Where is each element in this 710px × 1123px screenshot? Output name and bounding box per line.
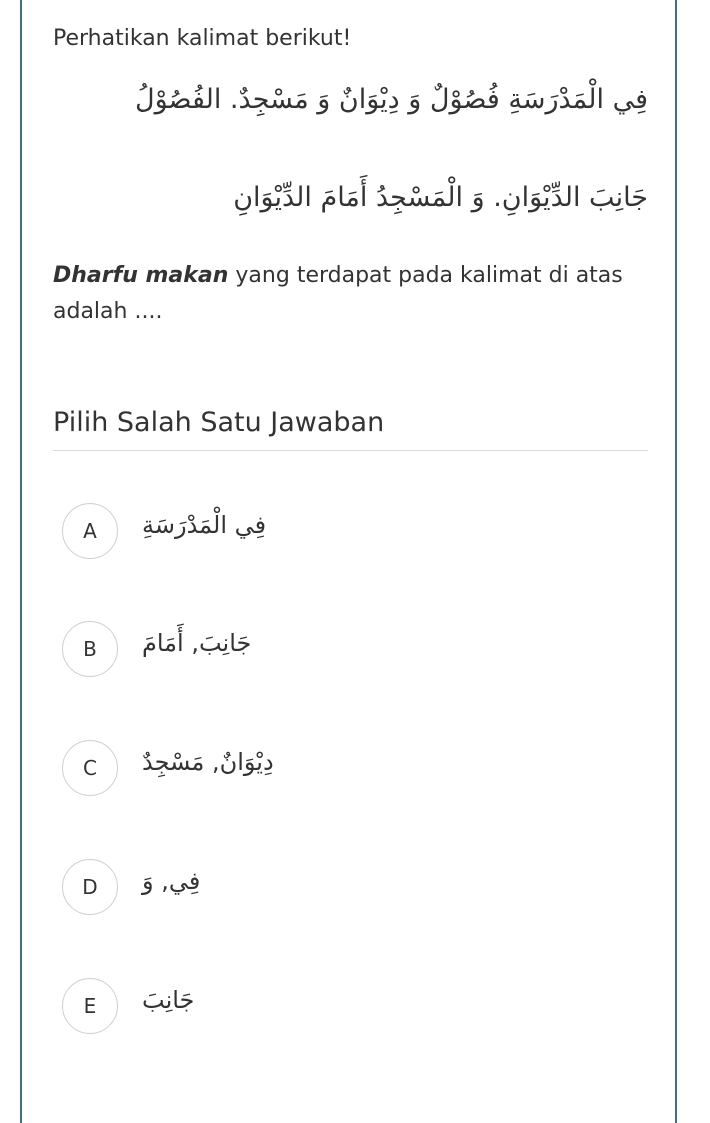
option-text-c: دِيْوَانٌ, مَسْجِدٌ — [142, 748, 274, 776]
option-text-d: فِي, وَ — [142, 867, 201, 895]
option-c[interactable] — [62, 740, 622, 800]
option-letter-a: A — [62, 503, 118, 559]
arabic-sentence-line-1: فِي الْمَدْرَسَةِ فُصُوْلٌ وَ دِيْوَانٌ وَ مَسْجِدٌ. الفُصُوْلُ — [134, 84, 648, 115]
option-letter-c: C — [62, 740, 118, 796]
question-rest: yang terdapat pada kalimat di atas adalah .... — [53, 263, 623, 324]
option-text-a: فِي الْمَدْرَسَةِ — [142, 511, 267, 539]
option-d[interactable] — [62, 859, 622, 919]
option-text-b: جَانِبَ, أَمَامَ — [142, 629, 252, 657]
question-term: Dharfu makan — [53, 263, 229, 288]
option-letter-e: E — [62, 978, 118, 1034]
option-letter-d: D — [62, 859, 118, 915]
option-a[interactable] — [62, 503, 622, 563]
divider — [53, 450, 648, 451]
option-text-e: جَانِبَ — [142, 986, 195, 1014]
instruction-text: Perhatikan kalimat berikut! — [53, 26, 352, 51]
arabic-sentence-line-2: جَانِبَ الدِّيْوَانِ. وَ الْمَسْجِدُ أَمَامَ الدِّيْوَانِ — [233, 182, 648, 213]
option-b[interactable] — [62, 621, 622, 681]
section-title: Pilih Salah Satu Jawaban — [53, 407, 385, 438]
option-e[interactable] — [62, 978, 622, 1038]
question-text — [53, 258, 643, 330]
option-letter-b: B — [62, 621, 118, 677]
